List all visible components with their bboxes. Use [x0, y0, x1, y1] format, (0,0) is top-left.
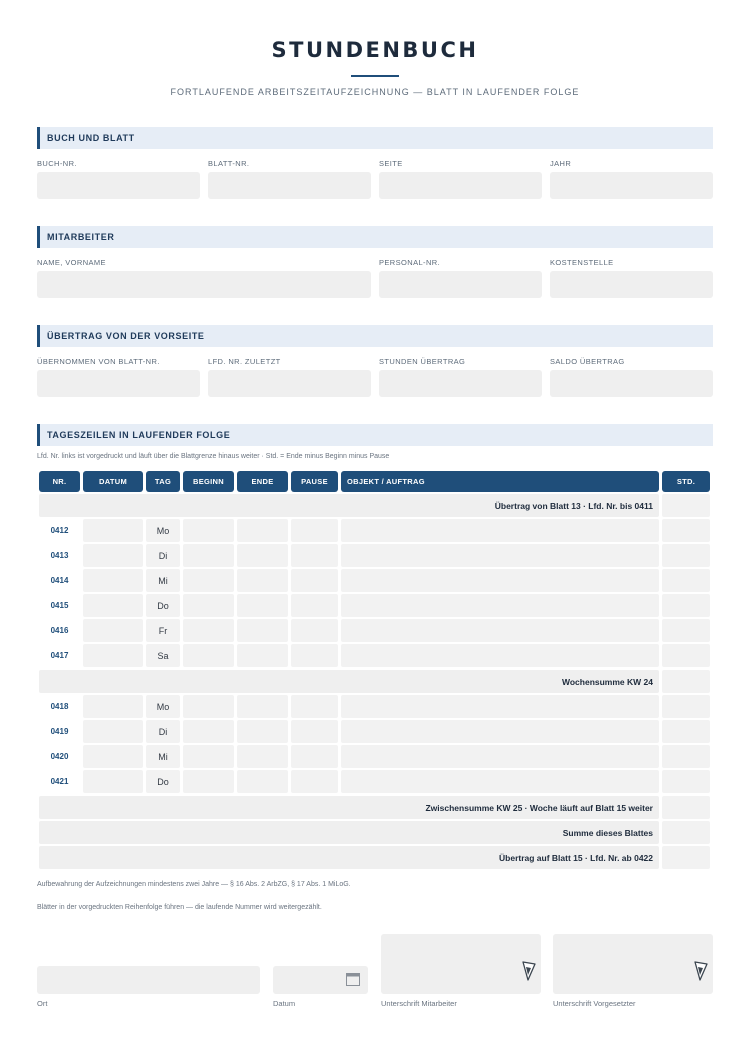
- employee-signature-label: Unterschrift Mitarbeiter: [381, 999, 457, 1008]
- row-ende-field[interactable]: [237, 594, 288, 617]
- lfd-nr-field[interactable]: [208, 370, 371, 397]
- row-std-field[interactable]: [662, 720, 710, 743]
- section-book-header: [37, 127, 713, 149]
- section-employee-title: MITARBEITER: [47, 232, 115, 242]
- row-beginn-field[interactable]: [183, 770, 234, 793]
- row-pause-field[interactable]: [291, 720, 338, 743]
- col-ende: ENDE: [237, 471, 288, 492]
- label-name: NAME, VORNAME: [37, 258, 106, 267]
- label-personal-nr: PERSONAL-NR.: [379, 258, 441, 267]
- row-nr: 0414: [50, 576, 69, 585]
- row-objekt-field[interactable]: [341, 745, 659, 768]
- carry-out-std-field[interactable]: [662, 846, 710, 869]
- row-datum-field[interactable]: [83, 544, 143, 567]
- col-pause: PAUSE: [291, 471, 338, 492]
- row-beginn-field[interactable]: [183, 594, 234, 617]
- row-beginn-field[interactable]: [183, 745, 234, 768]
- row-tag: Di: [146, 720, 180, 743]
- label-kostenstelle: KOSTENSTELLE: [550, 258, 614, 267]
- row-ende-field[interactable]: [237, 770, 288, 793]
- employee-signature-field[interactable]: [381, 934, 541, 994]
- row-nr: 0415: [50, 601, 69, 610]
- row-ende-field[interactable]: [237, 745, 288, 768]
- stunden-uebertrag-field[interactable]: [379, 370, 542, 397]
- row-tag: Do: [146, 594, 180, 617]
- row-tag: Di: [146, 544, 180, 567]
- seite-field[interactable]: [379, 172, 542, 199]
- blatt-nr-field[interactable]: [208, 172, 371, 199]
- row-pause-field[interactable]: [291, 745, 338, 768]
- label-stunden-uebertrag: STUNDEN ÜBERTRAG: [379, 357, 466, 366]
- supervisor-signature-label: Unterschrift Vorgesetzter: [553, 999, 636, 1008]
- row-objekt-field[interactable]: [341, 594, 659, 617]
- row-objekt-field[interactable]: [341, 770, 659, 793]
- row-objekt-field[interactable]: [341, 619, 659, 642]
- place-label: Ort: [37, 999, 48, 1008]
- row-datum-field[interactable]: [83, 745, 143, 768]
- row-beginn-field[interactable]: [183, 544, 234, 567]
- row-nr: 0413: [50, 551, 69, 560]
- week1-sum-row: Wochensumme KW 24: [39, 670, 659, 693]
- row-objekt-field[interactable]: [341, 720, 659, 743]
- row-ende-field[interactable]: [237, 519, 288, 542]
- sheet-sum-std-field[interactable]: [662, 821, 710, 844]
- order-note: Blätter in der vorgedruckten Reihenfolge führen — die laufende Nummer wird weitergezählt.: [37, 904, 322, 911]
- row-pause-field[interactable]: [291, 619, 338, 642]
- section-carry-title: ÜBERTRAG VON DER VORSEITE: [47, 331, 205, 341]
- row-beginn-field[interactable]: [183, 720, 234, 743]
- carry-in-std-field[interactable]: [662, 494, 710, 517]
- row-nr: 0420: [50, 752, 69, 761]
- col-datum: DATUM: [83, 471, 143, 492]
- row-ende-field[interactable]: [237, 569, 288, 592]
- section-days-title: TAGESZEILEN IN LAUFENDER FOLGE: [47, 430, 231, 440]
- row-beginn-field[interactable]: [183, 644, 234, 667]
- label-saldo-uebertrag: SALDO ÜBERTRAG: [550, 357, 625, 366]
- row-pause-field[interactable]: [291, 644, 338, 667]
- row-datum-field[interactable]: [83, 770, 143, 793]
- row-ende-field[interactable]: [237, 544, 288, 567]
- row-beginn-field[interactable]: [183, 695, 234, 718]
- row-nr: 0417: [50, 651, 69, 660]
- row-datum-field[interactable]: [83, 594, 143, 617]
- row-nr: 0421: [50, 777, 69, 786]
- label-lfd-nr: LFD. NR. ZULETZT: [208, 357, 281, 366]
- week1-sum-std-field[interactable]: [662, 670, 710, 693]
- row-tag: Mo: [146, 519, 180, 542]
- uebernommen-field[interactable]: [37, 370, 200, 397]
- row-datum-field[interactable]: [83, 695, 143, 718]
- kostenstelle-field[interactable]: [550, 271, 713, 298]
- row-std-field[interactable]: [662, 695, 710, 718]
- col-objekt: OBJEKT / AUFTRAG: [341, 471, 659, 492]
- row-std-field[interactable]: [662, 569, 710, 592]
- row-datum-field[interactable]: [83, 519, 143, 542]
- date-field[interactable]: [273, 966, 368, 994]
- page-subtitle: FORTLAUFENDE ARBEITSZEITAUFZEICHNUNG — BLATT IN LAUFENDER FOLGE: [170, 87, 580, 97]
- row-ende-field[interactable]: [237, 644, 288, 667]
- row-objekt-field[interactable]: [341, 544, 659, 567]
- page-title: STUNDENBUCH: [271, 38, 479, 62]
- row-datum-field[interactable]: [83, 720, 143, 743]
- row-datum-field[interactable]: [83, 619, 143, 642]
- date-label: Datum: [273, 999, 296, 1008]
- row-ende-field[interactable]: [237, 720, 288, 743]
- row-pause-field[interactable]: [291, 544, 338, 567]
- carry-out-row: Übertrag auf Blatt 15 · Lfd. Nr. ab 0422: [39, 846, 659, 869]
- name-field[interactable]: [37, 271, 371, 298]
- row-std-field[interactable]: [662, 619, 710, 642]
- label-jahr: JAHR: [550, 159, 572, 168]
- row-tag: Fr: [146, 619, 180, 642]
- col-beginn: BEGINN: [183, 471, 234, 492]
- label-uebernommen: ÜBERNOMMEN VON BLATT-NR.: [37, 357, 160, 366]
- row-std-field[interactable]: [662, 594, 710, 617]
- personal-nr-field[interactable]: [379, 271, 542, 298]
- row-tag: Do: [146, 770, 180, 793]
- row-ende-field[interactable]: [237, 695, 288, 718]
- row-datum-field[interactable]: [83, 569, 143, 592]
- row-objekt-field[interactable]: [341, 569, 659, 592]
- section-days-header: [37, 424, 713, 446]
- row-std-field[interactable]: [662, 519, 710, 542]
- row-tag: Mi: [146, 569, 180, 592]
- col-nr: NR.: [39, 471, 80, 492]
- calendar-icon[interactable]: [346, 973, 360, 986]
- row-tag: Mo: [146, 695, 180, 718]
- row-nr: 0419: [50, 727, 69, 736]
- col-std: STD.: [662, 471, 710, 492]
- table-hint: Lfd. Nr. links ist vorgedruckt und läuft über die Blattgrenze hinaus weiter · Std. = Ende minus Beginn minus Pause: [37, 453, 390, 460]
- row-tag: Sa: [146, 644, 180, 667]
- pen-icon: [522, 961, 536, 981]
- retention-note: Aufbewahrung der Aufzeichnungen mindestens zwei Jahre — § 16 Abs. 2 ArbZG, § 17 Abs. 1 MiLoG.: [37, 881, 351, 888]
- row-beginn-field[interactable]: [183, 569, 234, 592]
- row-datum-field[interactable]: [83, 644, 143, 667]
- section-carry-header: [37, 325, 713, 347]
- subtotal-std-field[interactable]: [662, 796, 710, 819]
- section-employee-header: [37, 226, 713, 248]
- row-tag: Mi: [146, 745, 180, 768]
- row-nr: 0416: [50, 626, 69, 635]
- row-objekt-field[interactable]: [341, 644, 659, 667]
- row-std-field[interactable]: [662, 745, 710, 768]
- buch-nr-field[interactable]: [37, 172, 200, 199]
- sheet-sum-row: Summe dieses Blattes: [39, 821, 659, 844]
- pen-icon: [694, 961, 708, 981]
- label-blatt-nr: BLATT-NR.: [208, 159, 250, 168]
- row-nr: 0418: [50, 702, 69, 711]
- row-ende-field[interactable]: [237, 619, 288, 642]
- row-std-field[interactable]: [662, 770, 710, 793]
- section-book-title: BUCH UND BLATT: [47, 133, 135, 143]
- saldo-uebertrag-field[interactable]: [550, 370, 713, 397]
- row-std-field[interactable]: [662, 644, 710, 667]
- row-pause-field[interactable]: [291, 695, 338, 718]
- row-objekt-field[interactable]: [341, 695, 659, 718]
- col-tag: TAG: [146, 471, 180, 492]
- row-beginn-field[interactable]: [183, 619, 234, 642]
- row-pause-field[interactable]: [291, 594, 338, 617]
- label-buch-nr: BUCH-NR.: [37, 159, 77, 168]
- row-std-field[interactable]: [662, 544, 710, 567]
- row-pause-field[interactable]: [291, 519, 338, 542]
- row-pause-field[interactable]: [291, 569, 338, 592]
- supervisor-signature-field[interactable]: [553, 934, 713, 994]
- place-field[interactable]: [37, 966, 260, 994]
- row-nr: 0412: [50, 526, 69, 535]
- carry-in-row: Übertrag von Blatt 13 · Lfd. Nr. bis 0411: [39, 494, 659, 517]
- row-beginn-field[interactable]: [183, 519, 234, 542]
- row-pause-field[interactable]: [291, 770, 338, 793]
- jahr-field[interactable]: [550, 172, 713, 199]
- title-divider: [351, 75, 399, 77]
- label-seite: SEITE: [379, 159, 403, 168]
- row-objekt-field[interactable]: [341, 519, 659, 542]
- subtotal-row: Zwischensumme KW 25 · Woche läuft auf Blatt 15 weiter: [39, 796, 659, 819]
